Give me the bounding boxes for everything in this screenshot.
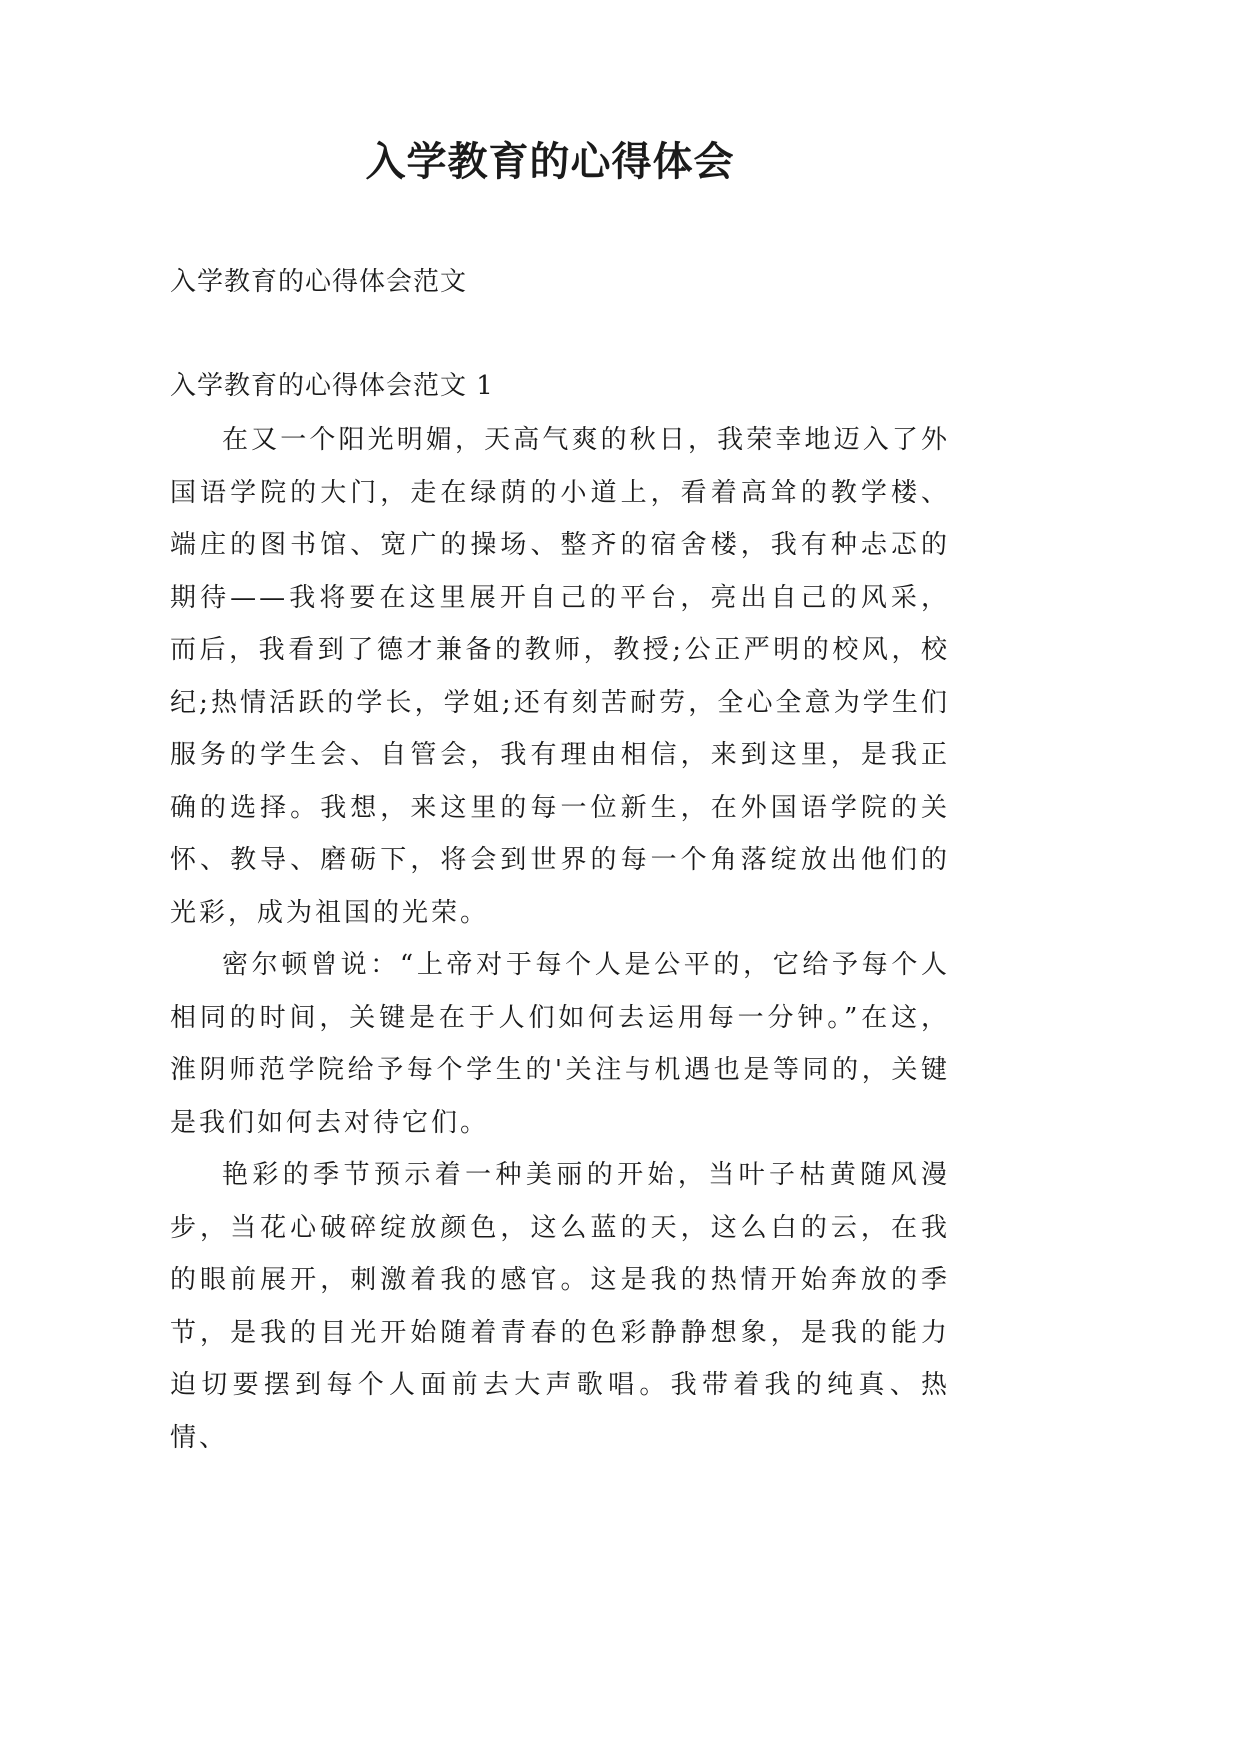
document-title: 入学教育的心得体会 — [365, 139, 735, 185]
paragraph-3: 艳彩的季节预示着一种美丽的开始，当叶子枯黄随风漫步，当花心破碎绽放颜色，这么蓝的天，这么白的云，在我的眼前展开，刺激着我的感官。这是我的热情开始奔放的季节，是我的目光开始随着青春的色彩静静想象，是我的能力迫切要摆到每个人面前去大声歌唱。我带着我的纯真、热情、 — [170, 1160, 950, 1453]
paragraph-2: 密尔顿曾说：“上帝对于每个人是公平的，它给予每个人相同的时间，关键是在于人们如何去运用每一分钟。”在这，淮阴师范学院给予每个学生的'关注与机遇也是等同的，关键是我们如何去对待它们。 — [170, 950, 950, 1138]
section-heading: 入学教育的心得体会范文 1 — [170, 371, 494, 401]
paragraph-1: 在又一个阳光明媚，天高气爽的秋日，我荣幸地迈入了外国语学院的大门，走在绿荫的小道上，看着高耸的教学楼、端庄的图书馆、宽广的操场、整齐的宿舍楼，我有种忐忑的期待——我将要在这里展开自己的平台，亮出自己的风采，而后，我看到了德才兼备的教师，教授;公正严明的校风，校纪;热情活跃的学长，学姐;还有刻苦耐劳，全心全意为学生们服务的学生会、自管会，我有理由相信，来到这里，是我正确的选择。我想，来这里的每一位新生，在外国语学院的关怀、教导、磨砺下，将会到世界的每一个角落绽放出他们的光彩，成为祖国的光荣。 — [170, 425, 950, 928]
body-text — [170, 414, 950, 1464]
document-subtitle: 入学教育的心得体会范文 — [170, 267, 468, 297]
